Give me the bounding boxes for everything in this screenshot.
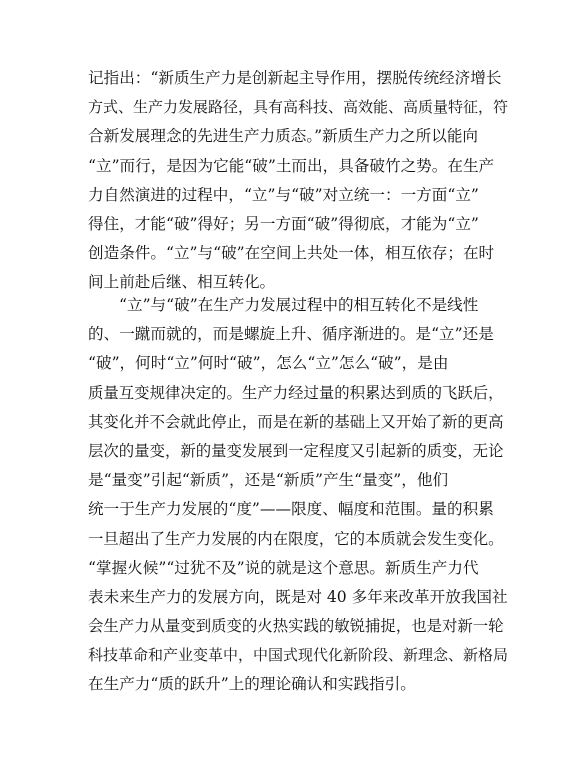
paragraph-line: 方式、生产力发展路径，具有高科技、高效能、高质量特征，符 (88, 98, 509, 117)
paragraph-line: 表未来生产力的发展方向，既是对 40 多年来改革开放我国社 (88, 587, 508, 606)
paragraph-line: “掌握火候”“过犹不及”说的就是这个意思。新质生产力代 (88, 558, 479, 577)
paragraph-line: 是“量变”引起“新质”，还是“新质”产生“量变”，他们 (88, 471, 449, 490)
paragraph-2 (88, 291, 508, 700)
paragraph-line: 的、一蹴而就的，而是螺旋上升、循序渐进的。是“立”还是 (88, 325, 494, 344)
paragraph-line: 创造条件。“立”与“破”在空间上共处一体，相互依存；在时 (88, 244, 495, 263)
paragraph-line: 合新发展理念的先进生产力质态。”新质生产力之所以能向 (88, 127, 479, 146)
paragraph-line: 在生产力“质的跃升”上的理论确认和实践指引。 (88, 675, 416, 694)
paragraph-line: 统一于生产力发展的“度”——限度、幅度和范围。量的积累 (88, 500, 494, 519)
paragraph-line: “立”而行，是因为它能“破”土而出，具备破竹之势。在生产 (88, 156, 495, 175)
paragraph-line: 质量互变规律决定的。生产力经过量的积累达到质的飞跃后， (88, 383, 504, 402)
paragraph-1 (88, 64, 508, 298)
paragraph-line: 其变化并不会就此停止，而是在新的基础上又开始了新的更高 (88, 412, 504, 431)
paragraph-line: 层次的量变，新的量变发展到一定程度又引起新的质变，无论 (88, 441, 504, 460)
paragraph-line: 间上前赴后继、相互转化。 (88, 273, 276, 292)
paragraph-line: 会生产力从量变到质变的火热实践的敏锐捕捉，也是对新一轮 (88, 617, 504, 636)
paragraph-line: 力自然演进的过程中，“立”与“破”对立统一：一方面“立” (88, 185, 479, 204)
paragraph-line: 记指出：“新质生产力是创新起主导作用，摆脱传统经济增长 (88, 69, 502, 87)
paragraph-first-line: “立”与“破”在生产力发展过程中的相互转化不是线性 (119, 296, 479, 314)
paragraph-line: 科技革命和产业变革中，中国式现代化新阶段、新理念、新格局 (88, 646, 509, 665)
paragraph-line: “破”，何时“立”何时“破”，怎么“立”怎么“破”，是由 (88, 354, 449, 373)
paragraph-line: 得住，才能“破”得好；另一方面“破”得彻底，才能为“立” (88, 214, 479, 233)
paragraph-line: 一旦超出了生产力发展的内在限度，它的本质就会发生变化。 (88, 529, 504, 548)
